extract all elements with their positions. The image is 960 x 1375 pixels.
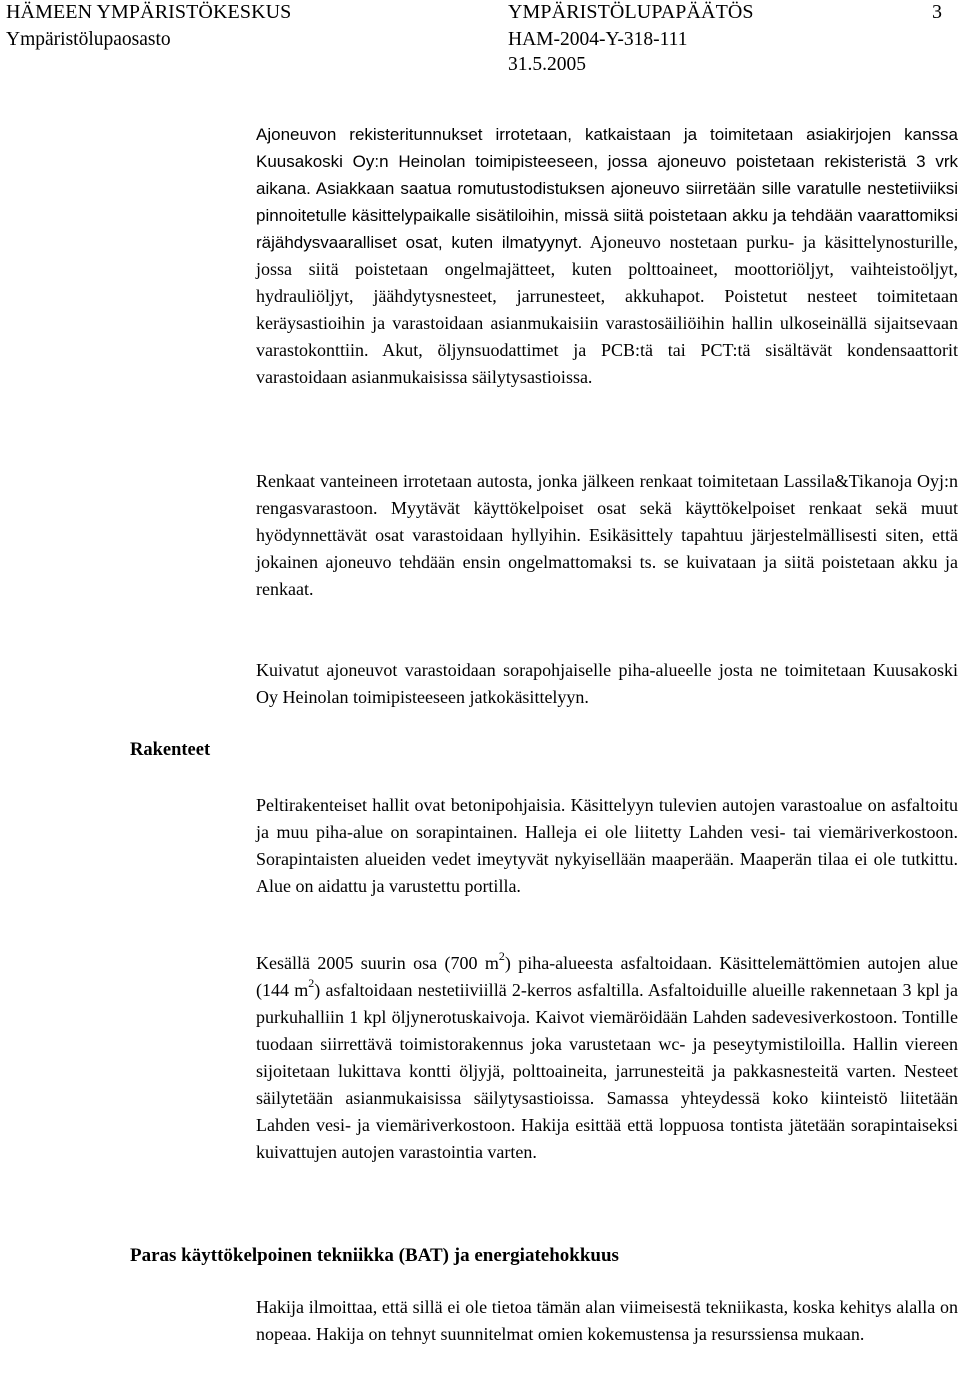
paragraph-asphalting [256, 950, 958, 1166]
header-document-type: YMPÄRISTÖLUPAPÄÄTÖS [508, 1, 754, 23]
header-decision-id: HAM-2004-Y-318-111 [508, 29, 688, 50]
header-page-number: 3 [932, 1, 943, 23]
paragraph-tyres: Renkaat vanteineen irrotetaan autosta, jonka jälkeen renkaat toimitetaan Lassila&Tikanoja Oyj:n rengasvarastoon. Myytävät käyttökelpoiset osat sekä käyttökelpoiset renkaat sekä muut hyödynnettävät osat varastoidaan hyllyihin. Esikäsittely tapahtuu järjestelmällisesti siten, että jokainen ajoneuvo tehdään ensin ongelmattomaksi ts. se kuivataan ja siitä poistetaan akku ja renkaat. [256, 471, 958, 599]
heading-bat: Paras käyttökelpoinen tekniikka (BAT) ja energiatehokkuus [130, 1245, 619, 1266]
paragraph-vehicle-processing [256, 121, 958, 391]
superscript-square-1: 2 [498, 949, 505, 963]
paragraph-vehicle-processing-part2: Ajoneuvo nostetaan purku- ja käsittelynosturille, jossa siitä poistetaan ongelmajätteet, kuten polttoaineet, moottoriöljyt, vaihteistoöljyt, hydrauliöljyt, jäähdytysnesteet, jarrunesteet, akkuhapot. Poistetut nesteet toimitetaan keräysastioihin ja varastoidaan asianmukaisiin varastosäiliöihin hallin ulkoseinällä sijaitsevaan varastokonttiin. Akut, öljynsuodattimet ja PCB:tä tai PCT:tä sisältävät kondensaattorit varastoidaan asianmukaisissa säilytysastioissa. [256, 232, 959, 387]
superscript-square-2: 2 [308, 976, 315, 990]
paragraph-vehicle-processing-part1: Ajoneuvon rekisteritunnukset irrotetaan, katkaistaan ja toimitetaan asiakirjojen kanssa Kuusakoski Oy:n Heinolan toimipisteeseen, jossa ajoneuvo poistetaan rekisteristä 3 vrk aikana. Asiakkaan saatua romutustodistuksen ajoneuvo siirretään sille varatulle nestetiiviiksi pinnoitetulle käsittelypaikalle sisätiloihin, missä siitä poistetaan akku ja tehdään vaarattomiksi räjähdysvaaralliset osat, kuten ilmatyynyt. [256, 125, 958, 252]
paragraph-storage: Kuivatut ajoneuvot varastoidaan sorapohjaiselle piha-alueelle josta ne toimitetaan Kuusakoski Oy Heinolan toimipisteeseen jatkokäsittelyyn. [256, 660, 958, 707]
paragraph-bat: Hakija ilmoittaa, että sillä ei ole tietoa tämän alan viimeisestä tekniikasta, koska kehitys alalla on nopeaa. Hakija on tehnyt suunnitelmat omien kokemustensa ja resurssiensa mukaan. [256, 1297, 958, 1344]
header-organization: HÄMEEN YMPÄRISTÖKESKUS [6, 1, 292, 23]
paragraph-structures: Peltirakenteiset hallit ovat betonipohjaisia. Käsittelyyn tulevien autojen varastoalue on asfaltoitu ja muu piha-alue on sorapintainen. Halleja ei ole liitetty Lahden vesi- tai viemäriverkostoon. Sorapintaisten alueiden vedet imeytyvät nykyisellään maaperään. Maaperän tilaa ei ole tutkittu. Alue on aidattu ja varustettu portilla. [256, 795, 958, 896]
paragraph-asphalting-part3: ) asfaltoidaan nestetiiviillä 2-kerros asfaltilla. Asfaltoiduille alueille rakennetaan 3 kpl ja purkuhalliin 1 kpl öljynerotuskaivoja. Kaivot viemäröidään Lahden sadevesiverkostoon. Tontille tuodaan siirrettävä toimistorakennus joka varustetaan wc- ja peseytymistiloilla. Hallin viereen sijoitetaan lukittava kontti öljyjä, polttoaineita, jarrunesteitä ja pakkasnesteitä varten. Nesteet säilytetään asianmukaisissa säilytysastioissa. Samassa yhteydessä koko kiinteistö liitetään Lahden vesi- ja viemäriverkostoon. Hakija esittää että loppuosa tontista jätetään sorapintaiseksi kuivattujen autojen varastointia varten. [256, 980, 958, 1162]
heading-rakenteet: Rakenteet [130, 740, 211, 760]
header-department: Ympäristölupaosasto [6, 29, 171, 50]
paragraph-asphalting-part2: ) piha-alueesta asfaltoidaan. Käsittelemättömien autojen alue (144 m [256, 953, 959, 1000]
paragraph-asphalting-part1: Kesällä 2005 suurin osa (700 m [256, 953, 499, 973]
header-date: 31.5.2005 [508, 54, 586, 75]
